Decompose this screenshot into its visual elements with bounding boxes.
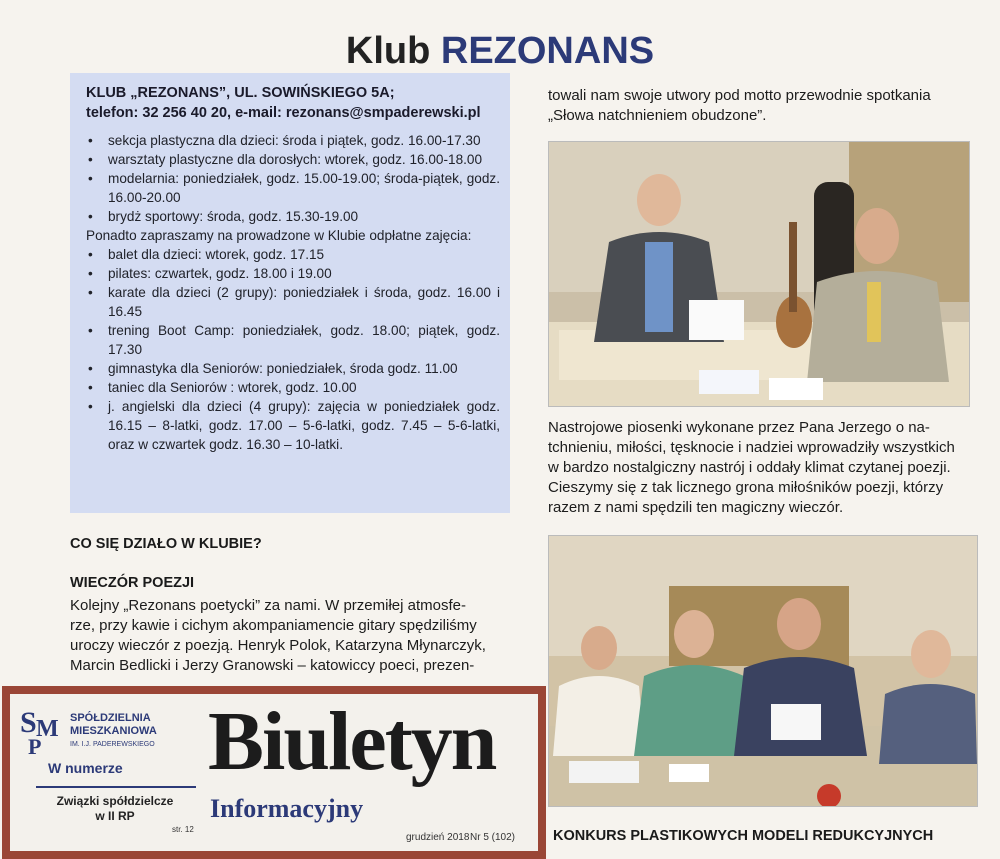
activity-text: gimnastyka dla Seniorów: poniedziałek, środa godz. 11.00 xyxy=(108,361,458,376)
poetry-evening-photo xyxy=(548,141,970,407)
svg-text:P: P xyxy=(28,734,42,756)
masthead: Biuletyn xyxy=(208,695,496,788)
contest-heading: KONKURS PLASTIKOWYCH MODELI REDUKCYJNYCH xyxy=(553,828,934,844)
activity-text: taniec dla Seniorów : wtorek, godz. 10.00 xyxy=(108,380,357,395)
text-line: Nastrojowe piosenki wykonane przez Pana Jerzego o na- xyxy=(548,419,930,436)
svg-text:M: M xyxy=(36,716,59,742)
activity-text: brydż sportowy: środa, godz. 15.30-19.00 xyxy=(108,209,359,224)
issue-number: Nr 5 (102) xyxy=(470,832,516,843)
divider xyxy=(36,786,196,788)
activity-item xyxy=(86,397,500,454)
issue-date: grudzień 2018 xyxy=(406,832,470,843)
activity-text: modelarnia: poniedziałek, godz. 15.00-19.00; środa-piątek, godz. 16.00-20.00 xyxy=(108,171,500,205)
paid-activities-list xyxy=(86,245,500,454)
poetry-line: Kolejny „Rezonans poetycki” za nami. W przemiłej atmosfe- xyxy=(70,597,466,614)
bullet-icon: • xyxy=(88,285,93,300)
paid-activities-intro: Ponadto zapraszamy na prowadzone w Klubie odpłatne zajęcia: xyxy=(86,228,472,243)
poetry-line: uroczy wieczór z poezją. Henryk Polok, Katarzyna Młynarczyk, xyxy=(70,637,486,654)
title-prefix: Klub xyxy=(345,30,431,72)
poetry-line: Marcin Bedlicki i Jerzy Granowski – katowiccy poeci, prezen- xyxy=(70,657,475,674)
activity-item xyxy=(86,378,500,397)
svg-text:S: S xyxy=(20,706,37,739)
activity-text: pilates: czwartek, godz. 18.00 i 19.00 xyxy=(108,266,332,281)
page-reference: str. 12 xyxy=(172,825,194,834)
activity-item xyxy=(86,283,500,321)
activity-item xyxy=(86,131,500,150)
bullet-icon: • xyxy=(88,361,93,376)
bullet-icon: • xyxy=(88,266,93,281)
activity-text: sekcja plastyczna dla dzieci: środa i piątek, godz. 16.00-17.30 xyxy=(108,133,481,148)
poetry-heading: WIECZÓR POEZJI xyxy=(70,575,195,591)
activity-item xyxy=(86,245,500,264)
feature-line: Związki spółdzielcze xyxy=(56,794,174,808)
bullet-icon: • xyxy=(88,209,93,224)
text-line: Cieszymy się z tak licznego grona miłośników poezji, którzy xyxy=(548,479,944,496)
text-line: razem z nami spędzili ten magiczny wieczór. xyxy=(548,499,844,516)
bullet-icon: • xyxy=(88,133,93,148)
coop-line: MIESZKANIOWA xyxy=(70,725,157,737)
activity-text: balet dla dzieci: wtorek, godz. 17.15 xyxy=(108,247,325,262)
coop-line: SPÓŁDZIELNIA xyxy=(70,712,151,724)
club-info-box xyxy=(70,73,510,513)
page-title xyxy=(0,30,1000,73)
in-issue-label: W numerze xyxy=(48,760,123,776)
club-address: KLUB „REZONANS”, UL. SOWIŃSKIEGO 5A; xyxy=(86,85,395,101)
coop-name xyxy=(70,712,157,751)
masthead-subtitle: Informacyjny xyxy=(210,794,364,823)
bullet-icon: • xyxy=(88,323,93,338)
bullet-icon: • xyxy=(88,171,93,186)
activity-item xyxy=(86,321,500,359)
bullet-icon: • xyxy=(88,152,93,167)
activity-text: trening Boot Camp: poniedziałek, godz. 18.00; piątek, godz. 17.30 xyxy=(108,323,500,357)
activity-item xyxy=(86,359,500,378)
text-line: towali nam swoje utwory pod motto przewodnie spotkania xyxy=(548,87,931,104)
feature-line: w II RP xyxy=(95,809,135,823)
feature-article xyxy=(40,794,190,824)
poetry-text xyxy=(70,596,510,676)
coop-patron: IM. I.J. PADEREWSKIEGO xyxy=(70,741,155,748)
activity-item xyxy=(86,264,500,283)
activity-text: warsztaty plastyczne dla dorosłych: wtorek, godz. 16.00-18.00 xyxy=(108,152,483,167)
activity-text: karate dla dzieci (2 grupy): poniedziałek i środa, godz. 16.00 i 16.45 xyxy=(108,285,500,319)
activity-item xyxy=(86,207,500,226)
text-line: tchnieniu, miłości, tęsknocie i nadziei wprowadziły wszystkich xyxy=(548,439,955,456)
text-line: w bardzo nostalgiczny nastrój i oddały klimat czytanej poezji. xyxy=(548,459,951,476)
bulletin-banner xyxy=(2,686,546,859)
coop-logo-icon xyxy=(20,706,66,756)
free-activities-list xyxy=(86,131,500,226)
activity-text: j. angielski dla dzieci (4 grupy): zajęcia w poniedziałek godz. 16.15 – 8-latki, godz. 17.00 – 5-6-latki, godz. 7.45 – 5-6-latki, oraz w czwartek godz. 16.30 – 10-latki. xyxy=(108,399,500,452)
poetry-line: rze, przy kawie i cichym akompaniamencie gitary spędziliśmy xyxy=(70,617,477,634)
text-line: „Słowa natchnieniem obudzone”. xyxy=(548,107,767,124)
activity-item xyxy=(86,169,500,207)
audience-photo xyxy=(548,535,978,807)
bullet-icon: • xyxy=(88,247,93,262)
right-middle-text xyxy=(548,418,968,518)
activity-item xyxy=(86,150,500,169)
bullet-icon: • xyxy=(88,399,93,414)
club-contact: telefon: 32 256 40 20, e-mail: rezonans@smpaderewski.pl xyxy=(86,105,481,121)
right-top-text xyxy=(548,86,968,126)
section-heading: CO SIĘ DZIAŁO W KLUBIE? xyxy=(70,536,262,552)
title-accent: REZONANS xyxy=(440,30,655,72)
bullet-icon: • xyxy=(88,380,93,395)
